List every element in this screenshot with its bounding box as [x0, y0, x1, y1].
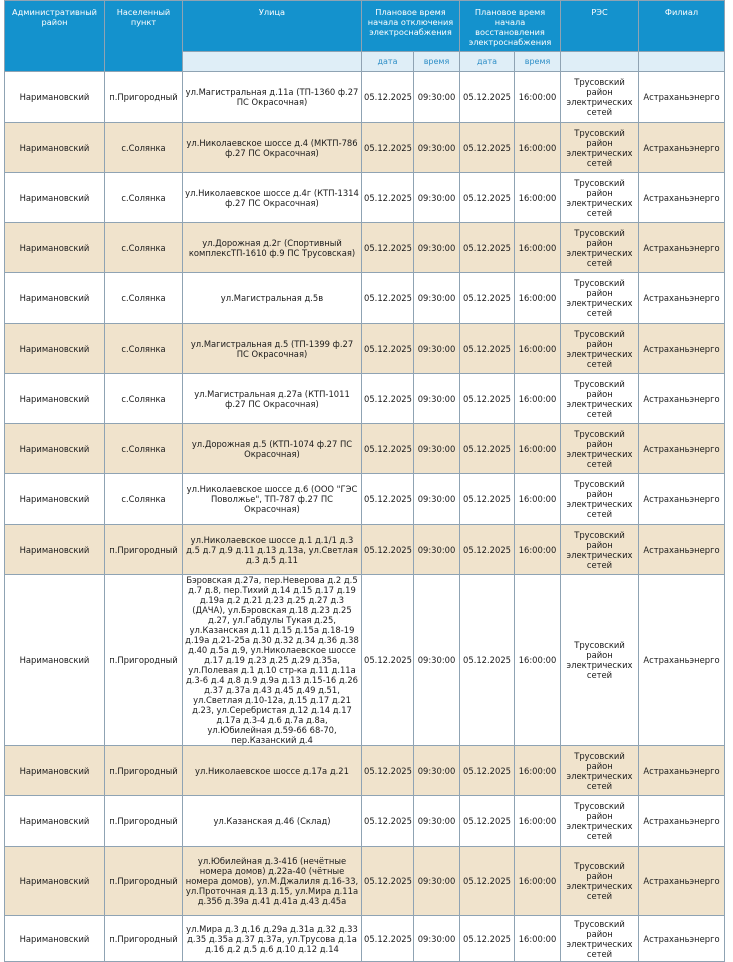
cell-res: Трусовский район электрических сетей	[561, 525, 639, 575]
cell-off-date: 05.12.2025	[362, 273, 414, 324]
cell-on-date: 05.12.2025	[460, 72, 515, 123]
cell-settlement: п.Пригородный	[105, 847, 183, 916]
cell-off-date: 05.12.2025	[362, 796, 414, 847]
cell-res: Трусовский район электрических сетей	[561, 474, 639, 525]
header-settlement: Населенный пункт	[105, 1, 183, 72]
cell-street: ул.Мира д.3 д.16 д.29а д.31а д.32 д.33 д.35 д.35а д.37 д.37а, ул.Трусова д.1а д.16 д.2 д.5 д.6 д.10 д.12 д.14	[183, 916, 362, 962]
header-branch: Филиал	[639, 1, 725, 52]
cell-on-time: 16:00:00	[515, 273, 561, 324]
cell-on-date: 05.12.2025	[460, 796, 515, 847]
cell-res: Трусовский район электрических сетей	[561, 324, 639, 374]
table-row	[5, 324, 725, 374]
cell-on-date: 05.12.2025	[460, 916, 515, 962]
cell-street: Бэровская д.27а, пер.Неверова д.2 д.5 д.7 д.8, пер.Тихий д.14 д.15 д.17 д.19 д.19а д.2 д.21 д.23 д.25 д.27 д.3 (ДАЧА), ул.Бэровская д.18 д.23 д.25 д.27, ул.Габдулы Тукая д.25, ул.Казанская д.11 д.15 д.15а д.18-19 д.19а д.21-25а д.30 д.32 д.34 д.36 д.38 д.40 д.5а д.9, ул.Николаевское шоссе д.17 д.19 д.23 д.25 д.29 д.35а, ул.Полевая д.1 д.10 стр-ка д.11 д.11а д.3-6 д.4 д.8 д.9 д.9а д.13 д.15-16 д.26 д.37 д.37а д.43 д.45 д.49 д.51, ул.Светлая д.10-12а, д.15 д.17 д.21 д.23, ул.Серебристая д.12 д.14 д.17 д.17а д.3-4 д.6 д.7а д.8а, ул.Юбилейная д.59-66 68-70, пер.Казанский д.4	[183, 575, 362, 746]
table-row	[5, 374, 725, 424]
table-row	[5, 173, 725, 223]
cell-res: Трусовский район электрических сетей	[561, 424, 639, 474]
cell-settlement: с.Солянка	[105, 424, 183, 474]
table-row	[5, 525, 725, 575]
cell-settlement: п.Пригородный	[105, 916, 183, 962]
cell-street: ул.Николаевское шоссе д.6 (ООО "ГЭС Поволжье", ТП-787 ф.27 ПС Окрасочная)	[183, 474, 362, 525]
cell-off-date: 05.12.2025	[362, 173, 414, 223]
cell-res: Трусовский район электрических сетей	[561, 916, 639, 962]
cell-on-date: 05.12.2025	[460, 424, 515, 474]
cell-on-time: 16:00:00	[515, 575, 561, 746]
table-row	[5, 916, 725, 962]
cell-off-date: 05.12.2025	[362, 746, 414, 796]
table-row	[5, 424, 725, 474]
cell-branch: Астраханьэнерго	[639, 173, 725, 223]
cell-settlement: с.Солянка	[105, 223, 183, 273]
cell-settlement: п.Пригородный	[105, 575, 183, 746]
cell-branch: Астраханьэнерго	[639, 525, 725, 575]
cell-branch: Астраханьэнерго	[639, 847, 725, 916]
table-row	[5, 223, 725, 273]
subheader-off-date: дата	[362, 52, 414, 72]
cell-branch: Астраханьэнерго	[639, 374, 725, 424]
cell-street: ул.Магистральная д.27а (КТП-1011 ф.27 ПС Окрасочная)	[183, 374, 362, 424]
header-row	[5, 1, 725, 52]
table-row	[5, 847, 725, 916]
outage-table	[4, 0, 725, 962]
cell-district: Наримановский	[5, 123, 105, 173]
cell-district: Наримановский	[5, 374, 105, 424]
header-res: РЭС	[561, 1, 639, 52]
cell-off-date: 05.12.2025	[362, 374, 414, 424]
cell-on-date: 05.12.2025	[460, 223, 515, 273]
cell-branch: Астраханьэнерго	[639, 796, 725, 847]
cell-off-time: 09:30:00	[414, 273, 460, 324]
cell-off-time: 09:30:00	[414, 575, 460, 746]
table-row	[5, 575, 725, 746]
header-off-time: Плановое время начала отключения электроснабжения	[362, 1, 460, 52]
cell-settlement: п.Пригородный	[105, 72, 183, 123]
header-street: Улица	[183, 1, 362, 52]
cell-branch: Астраханьэнерго	[639, 575, 725, 746]
cell-branch: Астраханьэнерго	[639, 916, 725, 962]
table-row	[5, 746, 725, 796]
subheader-blank	[561, 52, 639, 72]
cell-off-date: 05.12.2025	[362, 424, 414, 474]
cell-on-date: 05.12.2025	[460, 173, 515, 223]
cell-off-time: 09:30:00	[414, 796, 460, 847]
subheader-blank	[183, 52, 362, 72]
cell-on-time: 16:00:00	[515, 424, 561, 474]
cell-district: Наримановский	[5, 223, 105, 273]
cell-street: ул.Казанская д.46 (Склад)	[183, 796, 362, 847]
cell-off-date: 05.12.2025	[362, 575, 414, 746]
cell-off-date: 05.12.2025	[362, 847, 414, 916]
subheader-blank	[639, 52, 725, 72]
cell-district: Наримановский	[5, 324, 105, 374]
cell-on-time: 16:00:00	[515, 796, 561, 847]
cell-branch: Астраханьэнерго	[639, 273, 725, 324]
cell-street: ул.Юбилейная д.3-41б (нечётные номера домов) д.22а-40 (чётные номера домов), ул.М.Джалиля д.16-33, ул.Проточная д.13 д.15, ул.Мира д.11а д.35б д.39а д.41 д.41а д.43 д.45а	[183, 847, 362, 916]
cell-on-date: 05.12.2025	[460, 746, 515, 796]
table-row	[5, 273, 725, 324]
cell-res: Трусовский район электрических сетей	[561, 72, 639, 123]
cell-res: Трусовский район электрических сетей	[561, 847, 639, 916]
cell-res: Трусовский район электрических сетей	[561, 374, 639, 424]
cell-off-time: 09:30:00	[414, 916, 460, 962]
cell-on-date: 05.12.2025	[460, 525, 515, 575]
cell-res: Трусовский район электрических сетей	[561, 173, 639, 223]
cell-on-time: 16:00:00	[515, 173, 561, 223]
cell-branch: Астраханьэнерго	[639, 746, 725, 796]
cell-on-time: 16:00:00	[515, 916, 561, 962]
table-row	[5, 123, 725, 173]
cell-district: Наримановский	[5, 173, 105, 223]
cell-district: Наримановский	[5, 847, 105, 916]
cell-district: Наримановский	[5, 916, 105, 962]
cell-settlement: с.Солянка	[105, 173, 183, 223]
cell-on-time: 16:00:00	[515, 123, 561, 173]
cell-on-time: 16:00:00	[515, 223, 561, 273]
cell-on-date: 05.12.2025	[460, 374, 515, 424]
cell-on-time: 16:00:00	[515, 847, 561, 916]
cell-off-date: 05.12.2025	[362, 123, 414, 173]
cell-district: Наримановский	[5, 273, 105, 324]
cell-on-time: 16:00:00	[515, 374, 561, 424]
cell-off-time: 09:30:00	[414, 123, 460, 173]
header-on-time: Плановое время начала восстановления электроснабжения	[460, 1, 561, 52]
cell-res: Трусовский район электрических сетей	[561, 223, 639, 273]
cell-off-time: 09:30:00	[414, 424, 460, 474]
cell-branch: Астраханьэнерго	[639, 474, 725, 525]
cell-off-time: 09:30:00	[414, 847, 460, 916]
cell-res: Трусовский район электрических сетей	[561, 273, 639, 324]
cell-branch: Астраханьэнерго	[639, 223, 725, 273]
subheader-on-time: время	[515, 52, 561, 72]
cell-settlement: с.Солянка	[105, 324, 183, 374]
cell-on-date: 05.12.2025	[460, 123, 515, 173]
cell-off-time: 09:30:00	[414, 72, 460, 123]
cell-street: ул.Николаевское шоссе д.17а д.21	[183, 746, 362, 796]
cell-district: Наримановский	[5, 72, 105, 123]
cell-settlement: п.Пригородный	[105, 796, 183, 847]
cell-on-date: 05.12.2025	[460, 474, 515, 525]
cell-off-time: 09:30:00	[414, 525, 460, 575]
cell-off-date: 05.12.2025	[362, 324, 414, 374]
cell-on-time: 16:00:00	[515, 525, 561, 575]
cell-settlement: п.Пригородный	[105, 746, 183, 796]
cell-on-date: 05.12.2025	[460, 847, 515, 916]
cell-off-date: 05.12.2025	[362, 474, 414, 525]
cell-off-date: 05.12.2025	[362, 223, 414, 273]
cell-street: ул.Магистральная д.5в	[183, 273, 362, 324]
cell-street: ул.Николаевское шоссе д.1 д.1/1 д.3 д.5 д.7 д.9 д.11 д.13 д.13а, ул.Светлая д.3 д.5 д.11	[183, 525, 362, 575]
cell-settlement: с.Солянка	[105, 474, 183, 525]
cell-district: Наримановский	[5, 424, 105, 474]
cell-on-time: 16:00:00	[515, 72, 561, 123]
cell-on-date: 05.12.2025	[460, 273, 515, 324]
cell-branch: Астраханьэнерго	[639, 324, 725, 374]
cell-street: ул.Дорожная д.5 (КТП-1074 ф.27 ПС Окрасочная)	[183, 424, 362, 474]
cell-settlement: п.Пригородный	[105, 525, 183, 575]
table-row	[5, 796, 725, 847]
cell-on-date: 05.12.2025	[460, 324, 515, 374]
header-district: Административный район	[5, 1, 105, 72]
cell-branch: Астраханьэнерго	[639, 424, 725, 474]
cell-settlement: с.Солянка	[105, 374, 183, 424]
cell-off-time: 09:30:00	[414, 223, 460, 273]
cell-district: Наримановский	[5, 474, 105, 525]
cell-district: Наримановский	[5, 575, 105, 746]
cell-off-date: 05.12.2025	[362, 525, 414, 575]
table-row	[5, 474, 725, 525]
cell-on-time: 16:00:00	[515, 474, 561, 525]
cell-res: Трусовский район электрических сетей	[561, 746, 639, 796]
cell-branch: Астраханьэнерго	[639, 123, 725, 173]
cell-settlement: с.Солянка	[105, 273, 183, 324]
cell-street: ул.Дорожная д.2г (Спортивный комплексТП-1610 ф.9 ПС Трусовская)	[183, 223, 362, 273]
cell-street: ул.Николаевское шоссе д.4г (КТП-1314 ф.27 ПС Окрасочная)	[183, 173, 362, 223]
cell-on-time: 16:00:00	[515, 746, 561, 796]
cell-off-time: 09:30:00	[414, 746, 460, 796]
cell-res: Трусовский район электрических сетей	[561, 796, 639, 847]
cell-on-date: 05.12.2025	[460, 575, 515, 746]
cell-off-time: 09:30:00	[414, 474, 460, 525]
cell-res: Трусовский район электрических сетей	[561, 123, 639, 173]
cell-settlement: с.Солянка	[105, 123, 183, 173]
subheader-on-date: дата	[460, 52, 515, 72]
cell-res: Трусовский район электрических сетей	[561, 575, 639, 746]
subheader-off-time: время	[414, 52, 460, 72]
cell-street: ул.Магистральная д.11а (ТП-1360 ф.27 ПС Окрасочная)	[183, 72, 362, 123]
cell-off-time: 09:30:00	[414, 374, 460, 424]
cell-street: ул.Николаевское шоссе д.4 (МКТП-786 ф.27 ПС Окрасочная)	[183, 123, 362, 173]
table-row	[5, 72, 725, 123]
cell-district: Наримановский	[5, 525, 105, 575]
cell-district: Наримановский	[5, 746, 105, 796]
cell-off-date: 05.12.2025	[362, 916, 414, 962]
cell-branch: Астраханьэнерго	[639, 72, 725, 123]
cell-district: Наримановский	[5, 796, 105, 847]
cell-off-time: 09:30:00	[414, 324, 460, 374]
cell-off-time: 09:30:00	[414, 173, 460, 223]
cell-street: ул.Магистральная д.5 (ТП-1399 ф.27 ПС Окрасочная)	[183, 324, 362, 374]
cell-off-date: 05.12.2025	[362, 72, 414, 123]
cell-on-time: 16:00:00	[515, 324, 561, 374]
